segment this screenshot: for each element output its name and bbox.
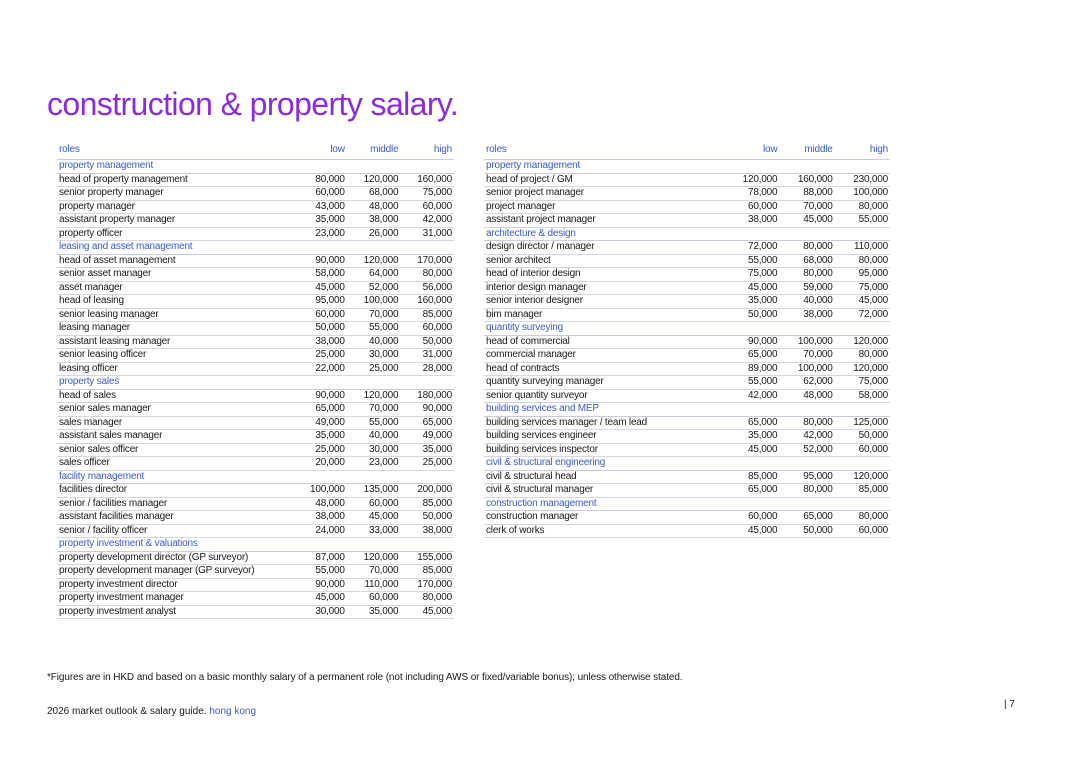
table-row [57,308,454,322]
low-cell: 90,000 [293,254,347,268]
low-cell: 65,000 [724,349,779,363]
high-cell: 85,000 [400,565,454,579]
high-cell: 58,000 [835,389,890,403]
high-cell: 120,000 [835,335,890,349]
low-cell: 30,000 [293,605,347,619]
high-cell: 80,000 [835,200,890,214]
role-cell: head of contracts [484,362,724,376]
role-cell: senior sales manager [57,403,293,417]
table-row [57,173,454,187]
role-cell: leasing officer [57,362,293,376]
high-cell: 155,000 [400,551,454,565]
table-header-row [484,141,890,160]
middle-cell: 59,000 [779,281,834,295]
high-cell: 80,000 [835,254,890,268]
low-cell: 55,000 [724,376,779,390]
high-cell: 31,000 [400,227,454,241]
table-row [57,443,454,457]
high-cell: 125,000 [835,416,890,430]
high-cell: 180,000 [400,389,454,403]
low-cell: 35,000 [293,430,347,444]
high-cell: 49,000 [400,430,454,444]
header-roles: roles [484,141,724,160]
table-row [484,362,890,376]
role-cell: head of asset management [57,254,293,268]
high-cell: 170,000 [400,578,454,592]
role-cell: head of project / GM [484,173,724,187]
role-cell: building services inspector [484,443,724,457]
low-cell: 90,000 [724,335,779,349]
section-title: leasing and asset management [57,241,454,255]
low-cell: 24,000 [293,524,347,538]
role-cell: interior design manager [484,281,724,295]
role-cell: design director / manager [484,241,724,255]
low-cell: 55,000 [724,254,779,268]
section-title: quantity surveying [484,322,890,336]
salary-table-left [57,141,454,619]
table-row [57,592,454,606]
role-cell: senior quantity surveyor [484,389,724,403]
role-cell: bim manager [484,308,724,322]
low-cell: 35,000 [724,430,779,444]
table-row [484,187,890,201]
section-header-row [57,376,454,390]
high-cell: 75,000 [835,376,890,390]
section-header-row [484,497,890,511]
role-cell: senior architect [484,254,724,268]
section-title: property investment & valuations [57,538,454,552]
low-cell: 87,000 [293,551,347,565]
middle-cell: 135,000 [347,484,401,498]
low-cell: 45,000 [293,592,347,606]
table-row [484,470,890,484]
middle-cell: 64,000 [347,268,401,282]
high-cell: 28,000 [400,362,454,376]
low-cell: 22,000 [293,362,347,376]
middle-cell: 42,000 [779,430,834,444]
low-cell: 20,000 [293,457,347,471]
low-cell: 95,000 [293,295,347,309]
low-cell: 72,000 [724,241,779,255]
role-cell: civil & structural head [484,470,724,484]
high-cell: 170,000 [400,254,454,268]
middle-cell: 40,000 [347,335,401,349]
role-cell: head of interior design [484,268,724,282]
section-header-row [484,227,890,241]
middle-cell: 48,000 [779,389,834,403]
high-cell: 50,000 [835,430,890,444]
middle-cell: 40,000 [347,430,401,444]
low-cell: 100,000 [293,484,347,498]
role-cell: sales manager [57,416,293,430]
low-cell: 89,000 [724,362,779,376]
middle-cell: 70,000 [347,403,401,417]
high-cell: 120,000 [835,470,890,484]
role-cell: assistant sales manager [57,430,293,444]
high-cell: 72,000 [835,308,890,322]
section-header-row [57,241,454,255]
role-cell: leasing manager [57,322,293,336]
table-row [484,254,890,268]
low-cell: 85,000 [724,470,779,484]
header-high: high [400,141,454,160]
middle-cell: 160,000 [779,173,834,187]
table-row [57,362,454,376]
middle-cell: 30,000 [347,443,401,457]
table-row [484,268,890,282]
middle-cell: 68,000 [347,187,401,201]
header-middle: middle [779,141,834,160]
low-cell: 65,000 [724,484,779,498]
low-cell: 90,000 [293,389,347,403]
high-cell: 100,000 [835,187,890,201]
table-row [484,484,890,498]
salary-table-right-body [484,160,890,538]
table-row [484,376,890,390]
role-cell: senior / facility officer [57,524,293,538]
role-cell: quantity surveying manager [484,376,724,390]
table-row [57,605,454,619]
middle-cell: 100,000 [779,362,834,376]
high-cell: 200,000 [400,484,454,498]
low-cell: 60,000 [724,511,779,525]
role-cell: senior interior designer [484,295,724,309]
section-title: facility management [57,470,454,484]
low-cell: 45,000 [724,524,779,538]
middle-cell: 80,000 [779,484,834,498]
footer [47,706,256,717]
role-cell: project manager [484,200,724,214]
role-cell: construction manager [484,511,724,525]
section-title: property sales [57,376,454,390]
middle-cell: 70,000 [347,565,401,579]
low-cell: 25,000 [293,443,347,457]
high-cell: 160,000 [400,295,454,309]
high-cell: 45,000 [835,295,890,309]
high-cell: 75,000 [400,187,454,201]
high-cell: 60,000 [835,524,890,538]
middle-cell: 80,000 [779,416,834,430]
table-row [484,524,890,538]
middle-cell: 60,000 [347,497,401,511]
table-row [484,430,890,444]
section-title: architecture & design [484,227,890,241]
middle-cell: 40,000 [779,295,834,309]
middle-cell: 70,000 [779,349,834,363]
low-cell: 78,000 [724,187,779,201]
role-cell: head of sales [57,389,293,403]
middle-cell: 33,000 [347,524,401,538]
role-cell: property investment analyst [57,605,293,619]
section-title: civil & structural engineering [484,457,890,471]
low-cell: 43,000 [293,200,347,214]
role-cell: senior project manager [484,187,724,201]
section-title: property management [484,160,890,174]
section-title: construction management [484,497,890,511]
high-cell: 160,000 [400,173,454,187]
high-cell: 85,000 [400,308,454,322]
middle-cell: 100,000 [779,335,834,349]
middle-cell: 52,000 [347,281,401,295]
low-cell: 75,000 [724,268,779,282]
table-row [57,349,454,363]
high-cell: 85,000 [400,497,454,511]
table-row [57,322,454,336]
table-row [484,443,890,457]
middle-cell: 25,000 [347,362,401,376]
header-middle: middle [347,141,401,160]
middle-cell: 55,000 [347,322,401,336]
low-cell: 45,000 [724,443,779,457]
table-row [57,254,454,268]
role-cell: civil & structural manager [484,484,724,498]
middle-cell: 95,000 [779,470,834,484]
role-cell: property manager [57,200,293,214]
low-cell: 50,000 [724,308,779,322]
middle-cell: 120,000 [347,551,401,565]
header-roles: roles [57,141,293,160]
table-row [57,497,454,511]
header-low: low [724,141,779,160]
middle-cell: 38,000 [779,308,834,322]
table-row [484,200,890,214]
low-cell: 42,000 [724,389,779,403]
table-row [484,295,890,309]
section-header-row [484,322,890,336]
low-cell: 65,000 [724,416,779,430]
section-header-row [57,160,454,174]
high-cell: 60,000 [400,200,454,214]
high-cell: 56,000 [400,281,454,295]
high-cell: 120,000 [835,362,890,376]
table-row [57,403,454,417]
table-row [484,241,890,255]
low-cell: 25,000 [293,349,347,363]
section-header-row [484,457,890,471]
high-cell: 50,000 [400,335,454,349]
role-cell: clerk of works [484,524,724,538]
middle-cell: 120,000 [347,173,401,187]
low-cell: 38,000 [293,511,347,525]
middle-cell: 68,000 [779,254,834,268]
role-cell: asset manager [57,281,293,295]
high-cell: 80,000 [400,268,454,282]
middle-cell: 120,000 [347,254,401,268]
low-cell: 48,000 [293,497,347,511]
middle-cell: 26,000 [347,227,401,241]
low-cell: 90,000 [293,578,347,592]
low-cell: 45,000 [724,281,779,295]
table-row [57,416,454,430]
role-cell: assistant project manager [484,214,724,228]
header-high: high [835,141,890,160]
high-cell: 35,000 [400,443,454,457]
high-cell: 110,000 [835,241,890,255]
role-cell: facilities director [57,484,293,498]
middle-cell: 55,000 [347,416,401,430]
middle-cell: 52,000 [779,443,834,457]
table-row [57,227,454,241]
salary-table-right [484,141,890,538]
high-cell: 80,000 [835,349,890,363]
role-cell: building services engineer [484,430,724,444]
role-cell: building services manager / team lead [484,416,724,430]
high-cell: 80,000 [835,511,890,525]
table-row [57,268,454,282]
low-cell: 38,000 [293,335,347,349]
middle-cell: 48,000 [347,200,401,214]
section-header-row [484,403,890,417]
low-cell: 60,000 [293,187,347,201]
page-number: | 7 [1004,699,1015,710]
table-row [57,551,454,565]
table-header-row [57,141,454,160]
table-row [484,335,890,349]
high-cell: 95,000 [835,268,890,282]
section-header-row [484,160,890,174]
middle-cell: 45,000 [779,214,834,228]
table-row [484,214,890,228]
middle-cell: 50,000 [779,524,834,538]
middle-cell: 80,000 [779,268,834,282]
table-row [484,511,890,525]
table-row [484,349,890,363]
role-cell: property investment manager [57,592,293,606]
section-header-row [57,538,454,552]
role-cell: senior property manager [57,187,293,201]
middle-cell: 100,000 [347,295,401,309]
section-title: property management [57,160,454,174]
role-cell: sales officer [57,457,293,471]
middle-cell: 23,000 [347,457,401,471]
middle-cell: 65,000 [779,511,834,525]
table-row [484,173,890,187]
low-cell: 23,000 [293,227,347,241]
footer-location: hong kong [209,706,257,717]
role-cell: assistant leasing manager [57,335,293,349]
page-title: construction & property salary. [47,86,459,122]
footnote: *Figures are in HKD and based on a basic monthly salary of a permanent role (not including AWS or fixed/variable bonus); unless otherwise stated. [47,672,683,683]
low-cell: 60,000 [293,308,347,322]
role-cell: senior leasing officer [57,349,293,363]
middle-cell: 35,000 [347,605,401,619]
role-cell: senior / facilities manager [57,497,293,511]
role-cell: assistant property manager [57,214,293,228]
low-cell: 35,000 [724,295,779,309]
role-cell: assistant facilities manager [57,511,293,525]
table-row [57,511,454,525]
table-row [57,578,454,592]
low-cell: 49,000 [293,416,347,430]
high-cell: 31,000 [400,349,454,363]
table-row [484,281,890,295]
header-low: low [293,141,347,160]
table-row [57,214,454,228]
middle-cell: 70,000 [779,200,834,214]
high-cell: 75,000 [835,281,890,295]
role-cell: head of commercial [484,335,724,349]
table-row [57,335,454,349]
low-cell: 38,000 [724,214,779,228]
high-cell: 65,000 [400,416,454,430]
role-cell: head of property management [57,173,293,187]
table-row [57,457,454,471]
middle-cell: 80,000 [779,241,834,255]
low-cell: 60,000 [724,200,779,214]
role-cell: head of leasing [57,295,293,309]
table-row [57,484,454,498]
middle-cell: 62,000 [779,376,834,390]
middle-cell: 30,000 [347,349,401,363]
table-row [57,281,454,295]
high-cell: 60,000 [835,443,890,457]
table-row [57,524,454,538]
high-cell: 45,000 [400,605,454,619]
role-cell: senior leasing manager [57,308,293,322]
low-cell: 55,000 [293,565,347,579]
middle-cell: 120,000 [347,389,401,403]
low-cell: 45,000 [293,281,347,295]
low-cell: 50,000 [293,322,347,336]
low-cell: 65,000 [293,403,347,417]
footer-guide-title: 2026 market outlook & salary guide. [47,706,207,717]
high-cell: 80,000 [400,592,454,606]
table-row [57,389,454,403]
table-row [484,416,890,430]
table-row [57,187,454,201]
middle-cell: 45,000 [347,511,401,525]
role-cell: senior asset manager [57,268,293,282]
high-cell: 90,000 [400,403,454,417]
section-title: building services and MEP [484,403,890,417]
high-cell: 50,000 [400,511,454,525]
middle-cell: 60,000 [347,592,401,606]
low-cell: 58,000 [293,268,347,282]
middle-cell: 70,000 [347,308,401,322]
low-cell: 35,000 [293,214,347,228]
middle-cell: 88,000 [779,187,834,201]
table-row [57,295,454,309]
high-cell: 38,000 [400,524,454,538]
table-row [57,430,454,444]
table-row [484,389,890,403]
role-cell: senior sales officer [57,443,293,457]
low-cell: 80,000 [293,173,347,187]
low-cell: 120,000 [724,173,779,187]
salary-table-left-body [57,160,454,619]
role-cell: property investment director [57,578,293,592]
section-header-row [57,470,454,484]
role-cell: property officer [57,227,293,241]
high-cell: 230,000 [835,173,890,187]
role-cell: property development manager (GP surveyor) [57,565,293,579]
table-row [484,308,890,322]
table-row [57,565,454,579]
high-cell: 25,000 [400,457,454,471]
role-cell: commercial manager [484,349,724,363]
role-cell: property development director (GP surveyor) [57,551,293,565]
table-row [57,200,454,214]
high-cell: 42,000 [400,214,454,228]
middle-cell: 38,000 [347,214,401,228]
high-cell: 55,000 [835,214,890,228]
middle-cell: 110,000 [347,578,401,592]
high-cell: 85,000 [835,484,890,498]
high-cell: 60,000 [400,322,454,336]
